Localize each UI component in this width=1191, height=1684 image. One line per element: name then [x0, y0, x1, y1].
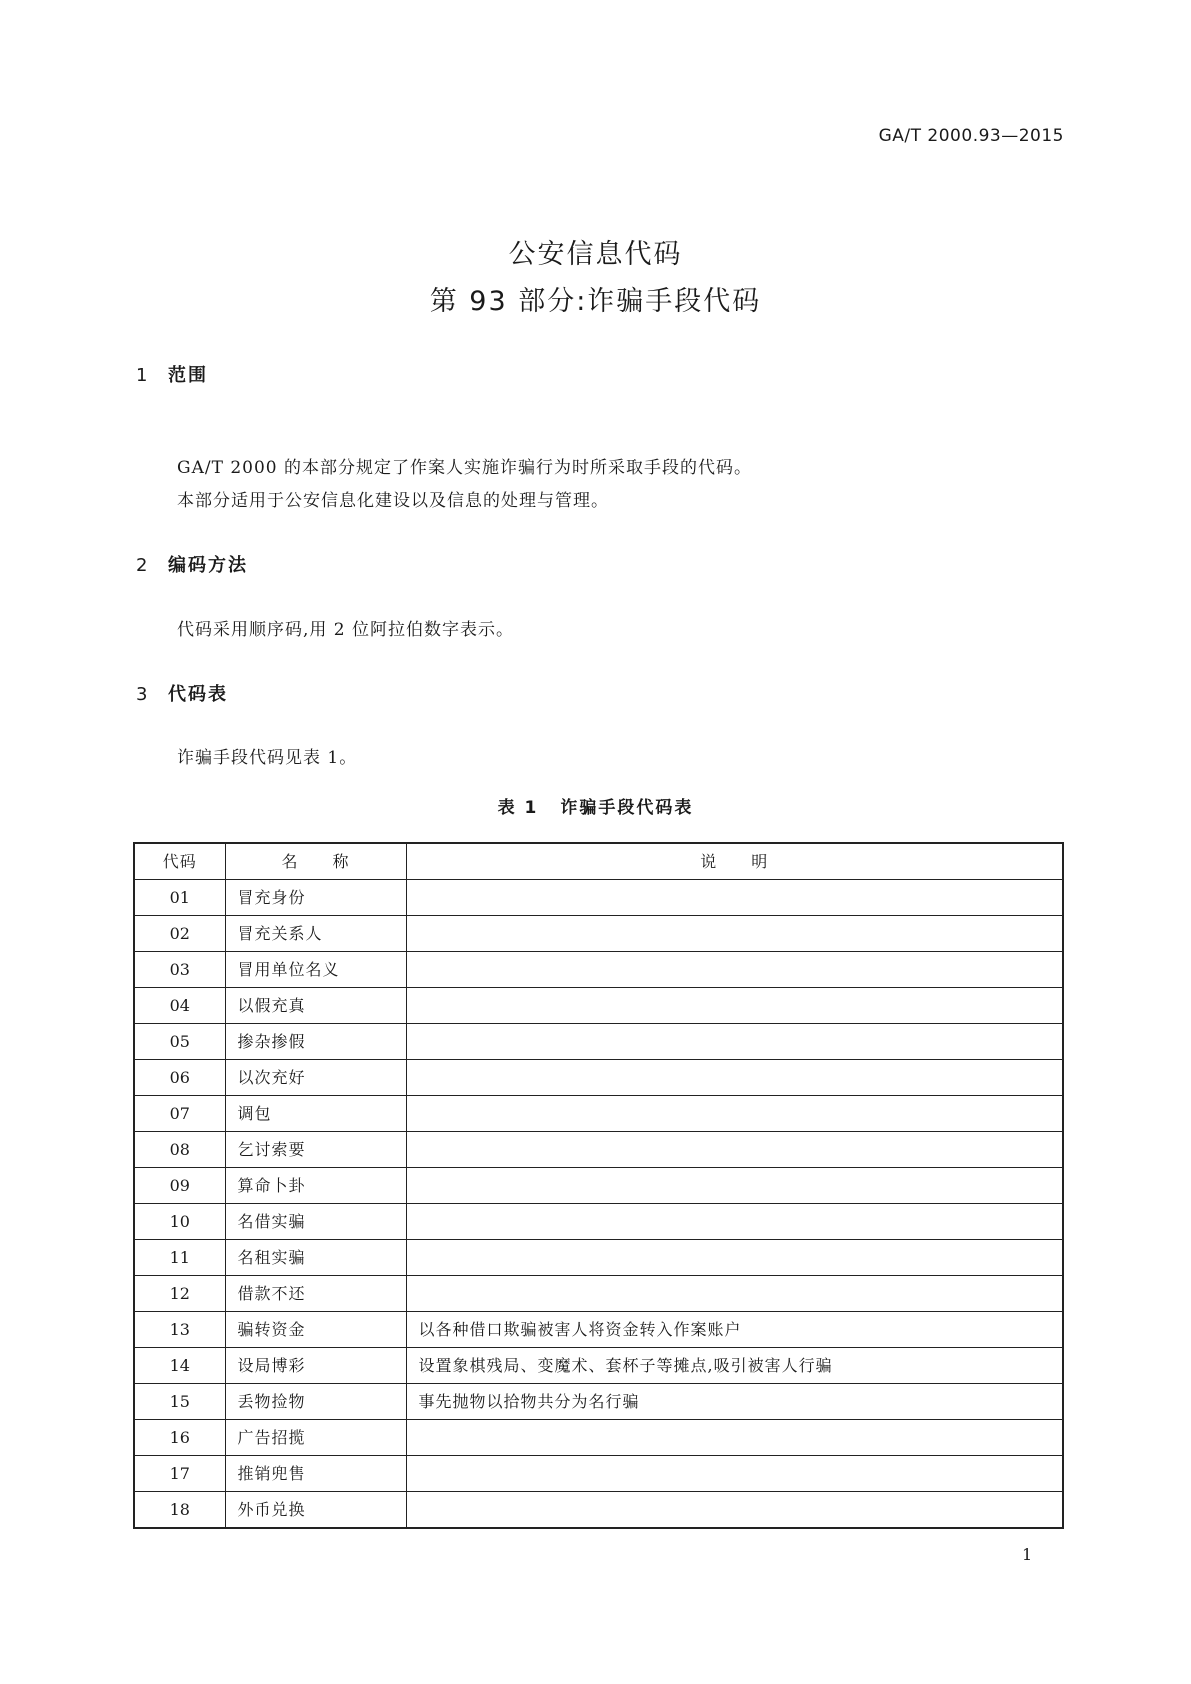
table-row	[134, 1492, 1063, 1529]
table-row	[134, 1420, 1063, 1456]
code-cell: 02	[134, 916, 225, 952]
code-cell: 04	[134, 988, 225, 1024]
name-cell: 调包	[225, 1096, 406, 1132]
section-heading-method	[136, 551, 248, 577]
table-row	[134, 1132, 1063, 1168]
table-row	[134, 1060, 1063, 1096]
table-header-row	[134, 843, 1063, 880]
section-title: 代码表	[168, 684, 228, 705]
description-cell	[406, 1060, 1063, 1096]
name-cell: 广告招揽	[225, 1420, 406, 1456]
description-cell	[406, 1168, 1063, 1204]
table-row	[134, 1240, 1063, 1276]
table-row	[134, 1024, 1063, 1060]
name-cell: 冒充身份	[225, 880, 406, 916]
code-cell: 07	[134, 1096, 225, 1132]
name-cell: 设局博彩	[225, 1348, 406, 1384]
name-cell: 丢物捡物	[225, 1384, 406, 1420]
title-subtitle: 第 93 部分:诈骗手段代码	[429, 286, 762, 317]
document-number: GA/T 2000.93—2015	[878, 126, 1064, 146]
description-cell	[406, 1024, 1063, 1060]
description-cell	[406, 1204, 1063, 1240]
section-heading-scope	[136, 361, 208, 387]
code-cell: 11	[134, 1240, 225, 1276]
code-cell: 12	[134, 1276, 225, 1312]
code-cell: 10	[134, 1204, 225, 1240]
name-cell: 乞讨索要	[225, 1132, 406, 1168]
code-cell: 05	[134, 1024, 225, 1060]
description-cell	[406, 952, 1063, 988]
name-cell: 名借实骗	[225, 1204, 406, 1240]
name-cell: 冒充关系人	[225, 916, 406, 952]
name-cell: 骗转资金	[225, 1312, 406, 1348]
code-cell: 18	[134, 1492, 225, 1529]
table-row	[134, 1276, 1063, 1312]
table-caption-title: 诈骗手段代码表	[560, 798, 694, 818]
name-cell: 推销兜售	[225, 1456, 406, 1492]
name-cell: 以假充真	[225, 988, 406, 1024]
section-title: 编码方法	[168, 555, 248, 576]
code-cell: 13	[134, 1312, 225, 1348]
paragraph-table-ref: 诈骗手段代码见表 1。	[177, 748, 358, 768]
header-code: 代码	[134, 843, 225, 880]
description-cell	[406, 916, 1063, 952]
table-row	[134, 1168, 1063, 1204]
table-caption-number: 表 1	[497, 798, 539, 818]
code-cell: 01	[134, 880, 225, 916]
section-number: 3	[136, 684, 150, 705]
description-cell	[406, 1456, 1063, 1492]
table-row	[134, 1312, 1063, 1348]
table-row	[134, 1456, 1063, 1492]
description-cell	[406, 1096, 1063, 1132]
table-caption	[0, 793, 1191, 818]
table-row	[134, 1348, 1063, 1384]
code-table	[133, 842, 1064, 1529]
code-cell: 09	[134, 1168, 225, 1204]
table-row	[134, 1384, 1063, 1420]
code-cell: 15	[134, 1384, 225, 1420]
description-cell	[406, 1276, 1063, 1312]
name-cell: 算命卜卦	[225, 1168, 406, 1204]
name-cell: 借款不还	[225, 1276, 406, 1312]
table-row	[134, 952, 1063, 988]
page-number: 1	[1022, 1545, 1033, 1564]
code-cell: 17	[134, 1456, 225, 1492]
code-cell: 16	[134, 1420, 225, 1456]
section-title: 范围	[168, 365, 208, 386]
table-row	[134, 988, 1063, 1024]
name-cell: 冒用单位名义	[225, 952, 406, 988]
paragraph-scope-2: 本部分适用于公安信息化建设以及信息的处理与管理。	[177, 491, 609, 511]
description-cell	[406, 1132, 1063, 1168]
description-cell: 设置象棋残局、变魔术、套杯子等摊点,吸引被害人行骗	[406, 1348, 1063, 1384]
description-cell	[406, 1240, 1063, 1276]
description-cell	[406, 880, 1063, 916]
code-cell: 14	[134, 1348, 225, 1384]
name-cell: 掺杂掺假	[225, 1024, 406, 1060]
name-cell: 名租实骗	[225, 1240, 406, 1276]
code-cell: 06	[134, 1060, 225, 1096]
name-cell: 以次充好	[225, 1060, 406, 1096]
description-cell: 事先抛物以拾物共分为名行骗	[406, 1384, 1063, 1420]
code-cell: 03	[134, 952, 225, 988]
header-description: 说 明	[406, 843, 1063, 880]
description-cell	[406, 1420, 1063, 1456]
code-cell: 08	[134, 1132, 225, 1168]
section-number: 2	[136, 555, 150, 576]
table-row	[134, 1204, 1063, 1240]
section-heading-table	[136, 680, 228, 706]
section-number: 1	[136, 365, 150, 386]
paragraph-scope-1: GA/T 2000 的本部分规定了作案人实施诈骗行为时所采取手段的代码。	[177, 458, 752, 478]
table-row	[134, 880, 1063, 916]
header-name: 名 称	[225, 843, 406, 880]
paragraph-method: 代码采用顺序码,用 2 位阿拉伯数字表示。	[177, 620, 515, 640]
description-cell: 以各种借口欺骗被害人将资金转入作案账户	[406, 1312, 1063, 1348]
table-body	[134, 880, 1063, 1529]
table-row	[134, 916, 1063, 952]
description-cell	[406, 1492, 1063, 1529]
title-main: 公安信息代码	[508, 239, 683, 270]
name-cell: 外币兑换	[225, 1492, 406, 1529]
description-cell	[406, 988, 1063, 1024]
table-row	[134, 1096, 1063, 1132]
